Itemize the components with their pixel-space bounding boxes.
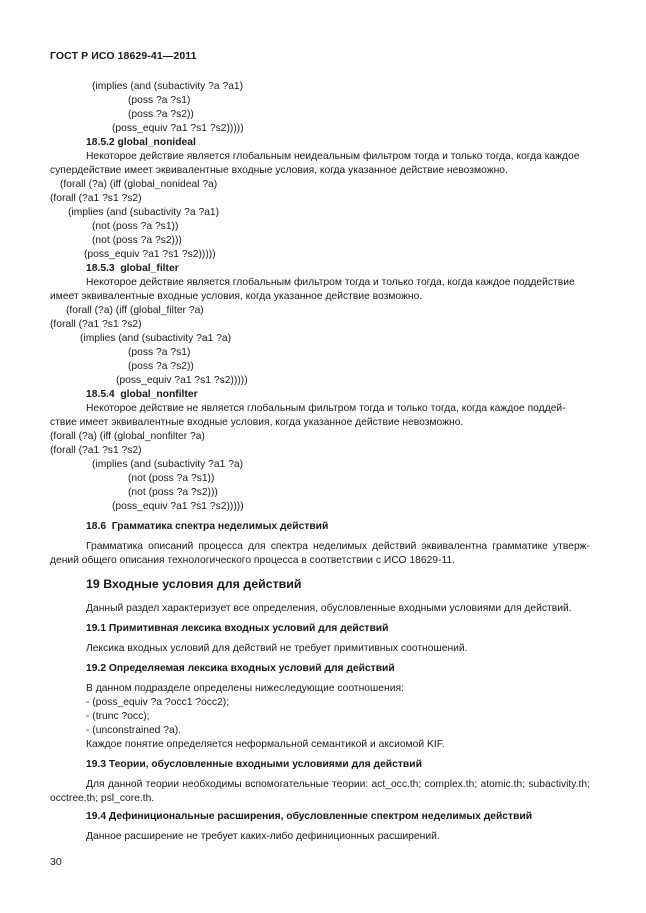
formula-line: (not (poss ?a ?s2))) <box>92 235 182 246</box>
formula-line: (not (poss ?a ?s2))) <box>128 487 218 498</box>
formula-line: (forall (?a1 ?s1 ?s2) <box>50 319 142 330</box>
formula-line: (poss ?a ?s1) <box>128 347 191 358</box>
paragraph-line: Некоторое действие является глобальным фильтром тогда и только тогда, когда каждое поддействие <box>86 277 575 288</box>
formula-line: (poss ?a ?s1) <box>128 95 191 106</box>
paragraph-line: Некоторое действие является глобальным неидеальным фильтром тогда и только тогда, когда каждое <box>86 151 580 162</box>
formula-line: (forall (?a) (iff (global_nonideal ?a) <box>60 179 218 190</box>
page-number: 30 <box>50 856 62 868</box>
formula-line: (poss_equiv ?a1 ?s1 ?s2))))) <box>112 501 244 512</box>
paragraph-19: Данный раздел характеризует все определения, обусловленные входными условиями для действий. <box>86 603 572 614</box>
formula-line: (not (poss ?a ?s1)) <box>92 221 179 232</box>
formula-line: (implies (and (subactivity ?a ?a1) <box>92 81 244 92</box>
page-header: ГОСТ Р ИСО 18629-41—2011 <box>50 50 197 62</box>
formula-line: (not (poss ?a ?s1)) <box>128 473 215 484</box>
paragraph-line: имеет эквивалентные входные условия, когда указанное действие возможно. <box>50 291 423 302</box>
formula-line: (forall (?a1 ?s1 ?s2) <box>50 445 142 456</box>
formula-line: (poss ?a ?s2)) <box>128 109 194 120</box>
list-item: - (trunc ?occ); <box>86 711 150 722</box>
paragraph-line: Некоторое действие не является глобальным фильтром тогда и только тогда, когда каждое поддей- <box>86 403 566 414</box>
subsection-heading-19-2: 19.2 Определяемая лексика входных условий для действий <box>86 663 395 674</box>
subsection-heading-19-1: 19.1 Примитивная лексика входных условий для действий <box>86 623 389 634</box>
list-item: - (poss_equiv ?a ?occ1 ?occ2); <box>86 697 230 708</box>
paragraph-line: ствие имеет эквивалентные входные условия, когда указанное действие невозможно. <box>50 417 464 428</box>
formula-line: (forall (?a1 ?s1 ?s2) <box>50 193 142 204</box>
formula-line: (implies (and (subactivity ?a ?a1) <box>68 207 220 218</box>
formula-line: (implies (and (subactivity ?a1 ?a) <box>80 333 232 344</box>
paragraph-line: В данном подразделе определены нижеследующие соотношения: <box>86 683 404 694</box>
section-heading-19: 19 Входные условия для действий <box>86 577 302 591</box>
subsection-heading-18-5-2: 18.5.2 global_nonideal <box>86 137 196 148</box>
formula-line: (forall (?a) (iff (global_nonfilter ?a) <box>50 431 205 442</box>
formula-line: (poss ?a ?s2)) <box>128 361 194 372</box>
subsection-heading-18-5-3: 18.5.3 global_filter <box>86 263 179 274</box>
formula-line: (poss_equiv ?a1 ?s1 ?s2))))) <box>116 375 248 386</box>
paragraph-19-4: Данное расширение не требует каких-либо дефиниционных расширений. <box>86 831 440 842</box>
paragraph-line: Каждое понятие определяется неформальной семантикой и аксиомой KIF. <box>86 739 445 750</box>
paragraph-line: супердействие имеет эквивалентные входные условия, когда указанное действие невозможно. <box>50 165 508 176</box>
paragraph-19-3: Для данной теории необходимы вспомогательные теории: act_occ.th; complex.th; atomic.th; subactivity.th; occtree.th; psl_core.th. <box>50 779 590 804</box>
formula-line: (forall (?a) (iff (global_filter ?a) <box>66 305 204 316</box>
formula-line: (poss_equiv ?a1 ?s1 ?s2))))) <box>112 123 244 134</box>
subsection-heading-19-4: 19.4 Дефинициональные расширения, обусловленные спектром неделимых действий <box>86 811 533 822</box>
paragraph-19-1: Лексика входных условий для действий не требует примитивных соотношений. <box>86 643 468 654</box>
formula-line: (poss_equiv ?a1 ?s1 ?s2))))) <box>84 249 216 260</box>
subsection-heading-18-5-4: 18.5.4 global_nonfilter <box>86 389 198 400</box>
subsection-heading-19-3: 19.3 Теории, обусловленные входными условиями для действий <box>86 759 422 770</box>
formula-line: (implies (and (subactivity ?a1 ?a) <box>92 459 244 470</box>
list-item: - (unconstrained ?a). <box>86 725 182 736</box>
paragraph-18-6: Грамматика описаний процесса для спектра неделимых действий эквивалентна грамматике утверж-дений общего описания технологического процесса в соответствии с ИСО 18629-11. <box>50 541 590 566</box>
subsection-heading-18-6: 18.6 Грамматика спектра неделимых действий <box>86 521 329 532</box>
